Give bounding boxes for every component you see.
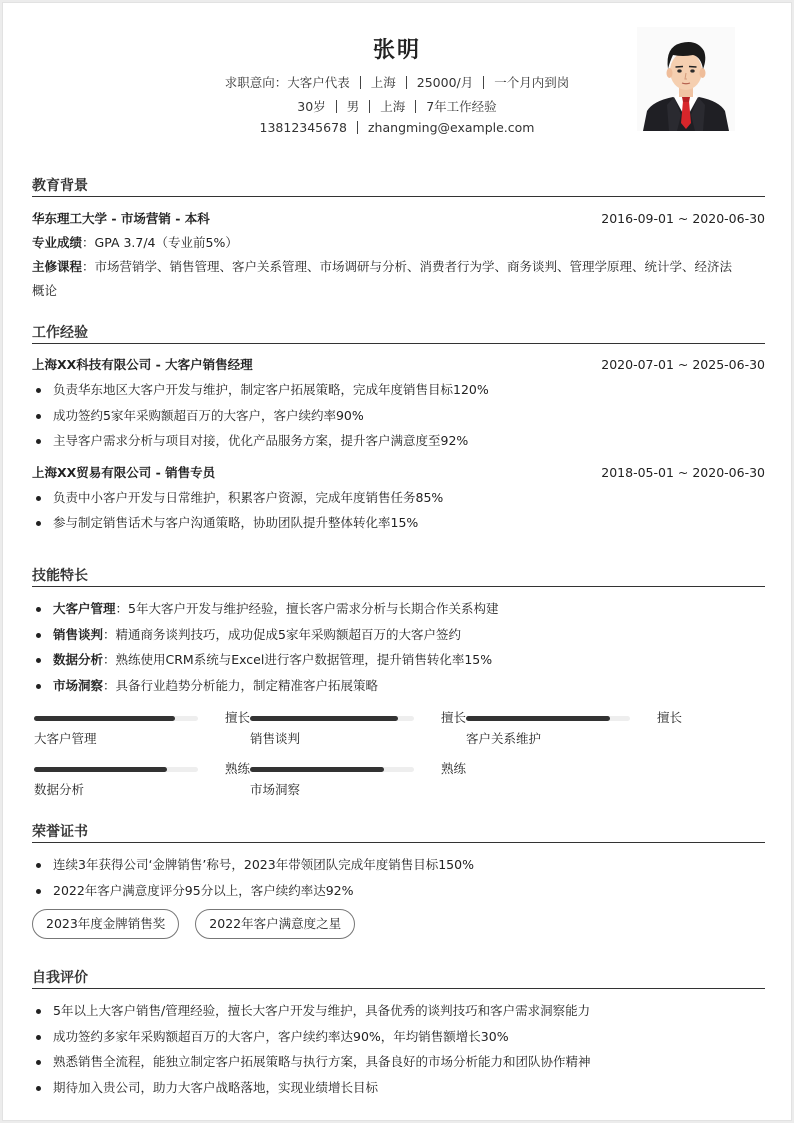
skill-bar-item [34, 710, 250, 750]
skill-label: 大客户管理 [53, 601, 116, 616]
honors-section [32, 819, 765, 943]
honor-bullet: 2022年客户满意度评分95分以上，客户续约率达92% [32, 878, 765, 904]
skill-name: 数据分析 [34, 782, 85, 797]
divider [357, 121, 358, 134]
self-evaluation-section [32, 965, 765, 1100]
section-title-honors: 荣誉证书 [32, 819, 765, 843]
section-title-education: 教育背景 [32, 173, 765, 197]
skill-desc: ：5年大客户开发与维护经验，擅长客户需求分析与长期合作关系构建 [115, 601, 499, 616]
skill-bar-item [34, 761, 250, 801]
divider [336, 100, 337, 113]
skill-bar-track [34, 767, 198, 772]
skill-bar-fill [34, 767, 167, 772]
skill-bullet [32, 622, 765, 648]
section-title-self-evaluation: 自我评价 [32, 965, 765, 989]
skill-bar-item [250, 761, 466, 801]
divider [369, 100, 370, 113]
skill-level: 熟练 [224, 761, 250, 776]
skill-level: 擅长 [656, 710, 682, 725]
self-eval-bullet: 成功签约多家年采购额超百万的大客户，客户续约率达90%，年均销售额增长30% [32, 1024, 765, 1050]
skill-level: 擅长 [440, 710, 466, 725]
award-tag: 2022年客户满意度之星 [195, 909, 355, 939]
skill-bullet [32, 596, 765, 622]
self-eval-bullet: 期待加入贵公司，助力大客户战略落地，实现业绩增长目标 [32, 1075, 765, 1101]
skill-desc: ：精通商务谈判技巧，成功促成5家年采购额超百万的大客户签约 [103, 626, 461, 642]
courses-label: 主修课程 [32, 259, 83, 274]
section-title-skills: 技能特长 [32, 563, 765, 587]
courses-row [32, 255, 765, 279]
age: 30岁 [297, 99, 326, 114]
skill-bar-fill [466, 716, 610, 721]
section-title-work: 工作经验 [32, 320, 765, 344]
phone: 13812345678 [259, 120, 347, 135]
job-company-title: 上海XX贸易有限公司 - 销售专员 [32, 464, 216, 480]
courses-value-wrap: 概论 [32, 283, 58, 298]
courses-value: ：市场营销学、销售管理、客户关系管理、市场调研与分析、消费者行为学、商务谈判、管理学原理、统计学、经济法 [82, 259, 733, 274]
divider [483, 76, 484, 89]
skills-section [32, 563, 765, 810]
divider [360, 76, 361, 89]
job-heading [32, 353, 765, 377]
skill-bullet [32, 673, 765, 699]
gpa-value: ：GPA 3.7/4（专业前5%） [82, 235, 238, 250]
location: 上海 [380, 99, 406, 114]
skill-bullet [32, 647, 765, 673]
honor-bullet: 连续3年获得公司‘金牌销售’称号，2023年带领团队完成年度销售目标150% [32, 852, 765, 878]
resume-header [3, 3, 791, 163]
skill-bar-track [466, 716, 630, 721]
job-bullet: 成功签约5家年采购额超百万的大客户，客户续约率90% [32, 403, 765, 429]
gpa-row [32, 231, 765, 255]
job-bullet: 负责华东地区大客户开发与维护，制定客户拓展策略，完成年度销售目标120% [32, 377, 765, 403]
skill-bar-track [34, 716, 198, 721]
expected-salary: 25000/月 [416, 75, 474, 90]
job-bullet: 主导客户需求分析与项目对接，优化产品服务方案，提升客户满意度至92% [32, 428, 765, 454]
gender: 男 [346, 99, 360, 114]
portrait-illustration-icon [637, 27, 735, 131]
resume-page [2, 2, 792, 1121]
skill-desc: ：具备行业趋势分析能力，制定精准客户拓展策略 [103, 677, 379, 693]
skill-bar-track [250, 716, 414, 721]
skill-name: 市场洞察 [250, 782, 301, 797]
divider [415, 100, 416, 113]
skill-name: 大客户管理 [34, 731, 97, 746]
job-heading [32, 461, 765, 485]
skill-label: 数据分析 [53, 652, 104, 667]
courses-row-wrap [32, 279, 765, 303]
skill-level: 熟练 [440, 761, 466, 776]
skill-name: 销售谈判 [250, 731, 301, 746]
job-date: 2018-05-01 ~ 2020-06-30 [601, 464, 765, 480]
skill-bar-track [250, 767, 414, 772]
availability: 一个月内到岗 [494, 75, 570, 90]
experience-years: 7年工作经验 [426, 99, 497, 114]
self-eval-bullet: 5年以上大客户销售/管理经验，擅长大客户开发与维护，具备优秀的谈判技巧和客户需求洞察能力 [32, 998, 765, 1024]
award-tag: 2023年度金牌销售奖 [32, 909, 179, 939]
job-company-title: 上海XX科技有限公司 - 大客户销售经理 [32, 357, 253, 372]
work-section [32, 320, 765, 536]
education-date: 2016-09-01 ~ 2020-06-30 [601, 211, 765, 226]
job-date: 2020-07-01 ~ 2025-06-30 [601, 357, 765, 372]
skill-desc: ：熟练使用CRM系统与Excel进行客户数据管理，提升销售转化率15% [103, 652, 493, 667]
education-entry [32, 207, 765, 231]
job-bullet: 参与制定销售话术与客户沟通策略，协助团队提升整体转化率15% [32, 510, 765, 536]
skill-bar-fill [250, 716, 398, 721]
job-bullet: 负责中小客户开发与日常维护，积累客户资源，完成年度销售任务85% [32, 485, 765, 511]
avatar [637, 27, 735, 131]
education-section [32, 173, 765, 303]
skill-label: 市场洞察 [53, 677, 104, 693]
skill-level: 擅长 [224, 710, 250, 725]
skill-bar-item [466, 710, 682, 750]
email: zhangming@example.com [368, 120, 535, 135]
gpa-label: 专业成绩 [32, 235, 83, 250]
candidate-name: 张明 [372, 38, 421, 63]
skill-label: 销售谈判 [53, 626, 104, 642]
skill-bars [32, 710, 765, 810]
skill-name: 客户关系维护 [466, 731, 542, 746]
skill-bar-fill [250, 767, 384, 772]
intended-city: 上海 [370, 75, 396, 90]
divider [406, 76, 407, 89]
school-major-degree: 华东理工大学 - 市场营销 - 本科 [32, 211, 210, 226]
award-tags [32, 903, 765, 943]
skill-bar-item [250, 710, 466, 750]
skill-bar-fill [34, 716, 175, 721]
self-eval-bullet: 熟悉销售全流程，能独立制定客户拓展策略与执行方案，具备良好的市场分析能力和团队协作精神 [32, 1049, 765, 1075]
job-intention: 求职意向：大客户代表 [224, 75, 350, 90]
